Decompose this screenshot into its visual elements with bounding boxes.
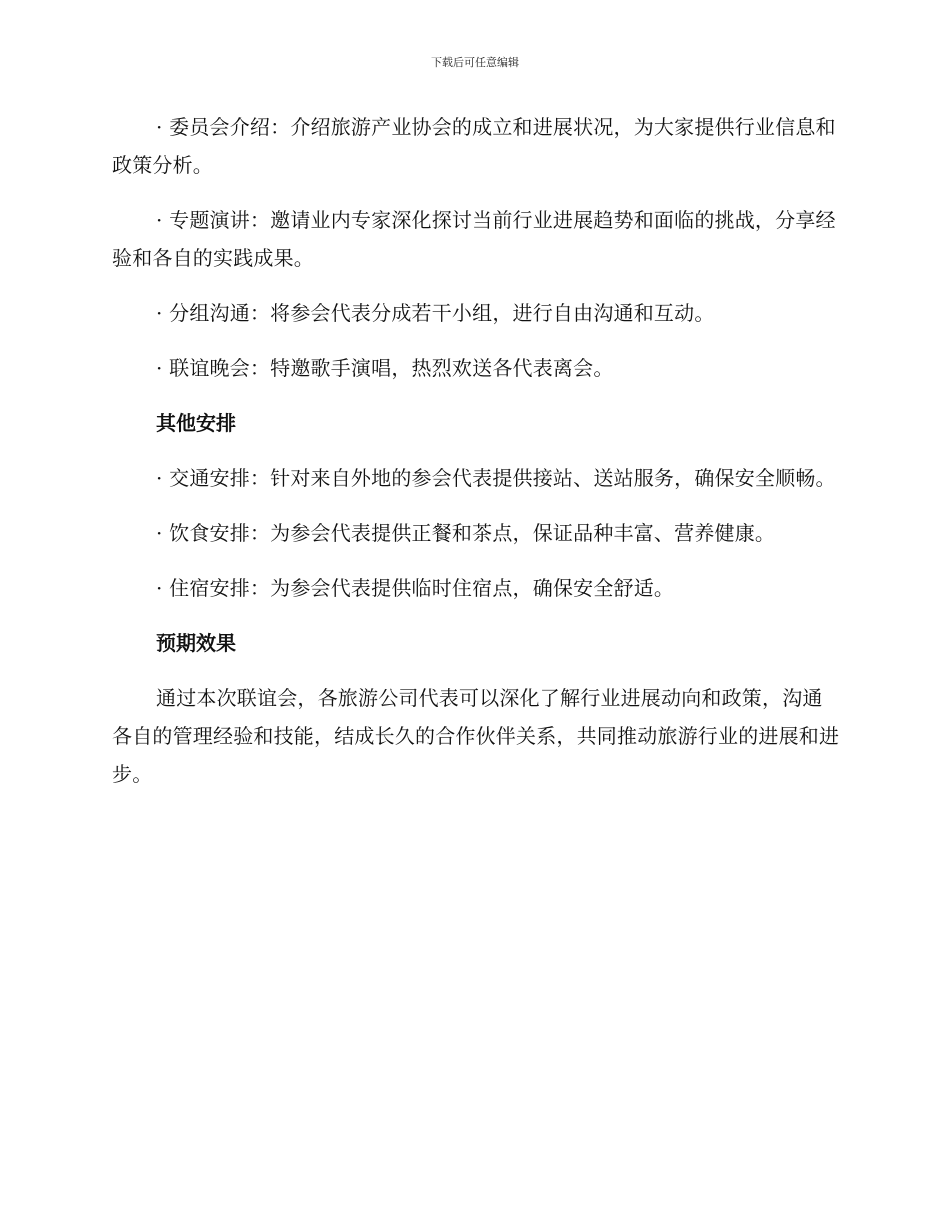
paragraph-expected-results: 通过本次联谊会，各旅游公司代表可以深化了解行业进展动向和政策，沟通各自的管理经验和技能，结成长久的合作伙伴关系，共同推动旅游行业的进展和进步。 xyxy=(112,686,840,786)
section-heading-other-arrangements: 其他安排 xyxy=(156,411,236,435)
bullet-catering: · 饮食安排：为参会代表提供正餐和茶点，保证品种丰富、营养健康。 xyxy=(156,521,776,545)
bullet-committee-intro: · 委员会介绍：介绍旅游产业协会的成立和进展状况，为大家提供行业信息和政策分析。 xyxy=(112,115,836,177)
bullet-accommodation: · 住宿安排：为参会代表提供临时住宿点，确保安全舒适。 xyxy=(156,576,675,600)
section-heading-expected-results: 预期效果 xyxy=(156,631,236,655)
bullet-transport: · 交通安排：针对来自外地的参会代表提供接站、送站服务，确保安全顺畅。 xyxy=(156,466,836,490)
bullet-group-discussion: · 分组沟通：将参会代表分成若干小组，进行自由沟通和互动。 xyxy=(156,301,715,325)
page-header-note: 下载后可任意编辑 xyxy=(431,56,519,69)
bullet-keynote-speech: · 专题演讲：邀请业内专家深化探讨当前行业进展趋势和面临的挑战，分享经验和各自的实践成果。 xyxy=(112,208,836,270)
bullet-evening-party: · 联谊晚会：特邀歌手演唱，热烈欢送各代表离会。 xyxy=(156,356,614,380)
document-body xyxy=(112,108,842,810)
